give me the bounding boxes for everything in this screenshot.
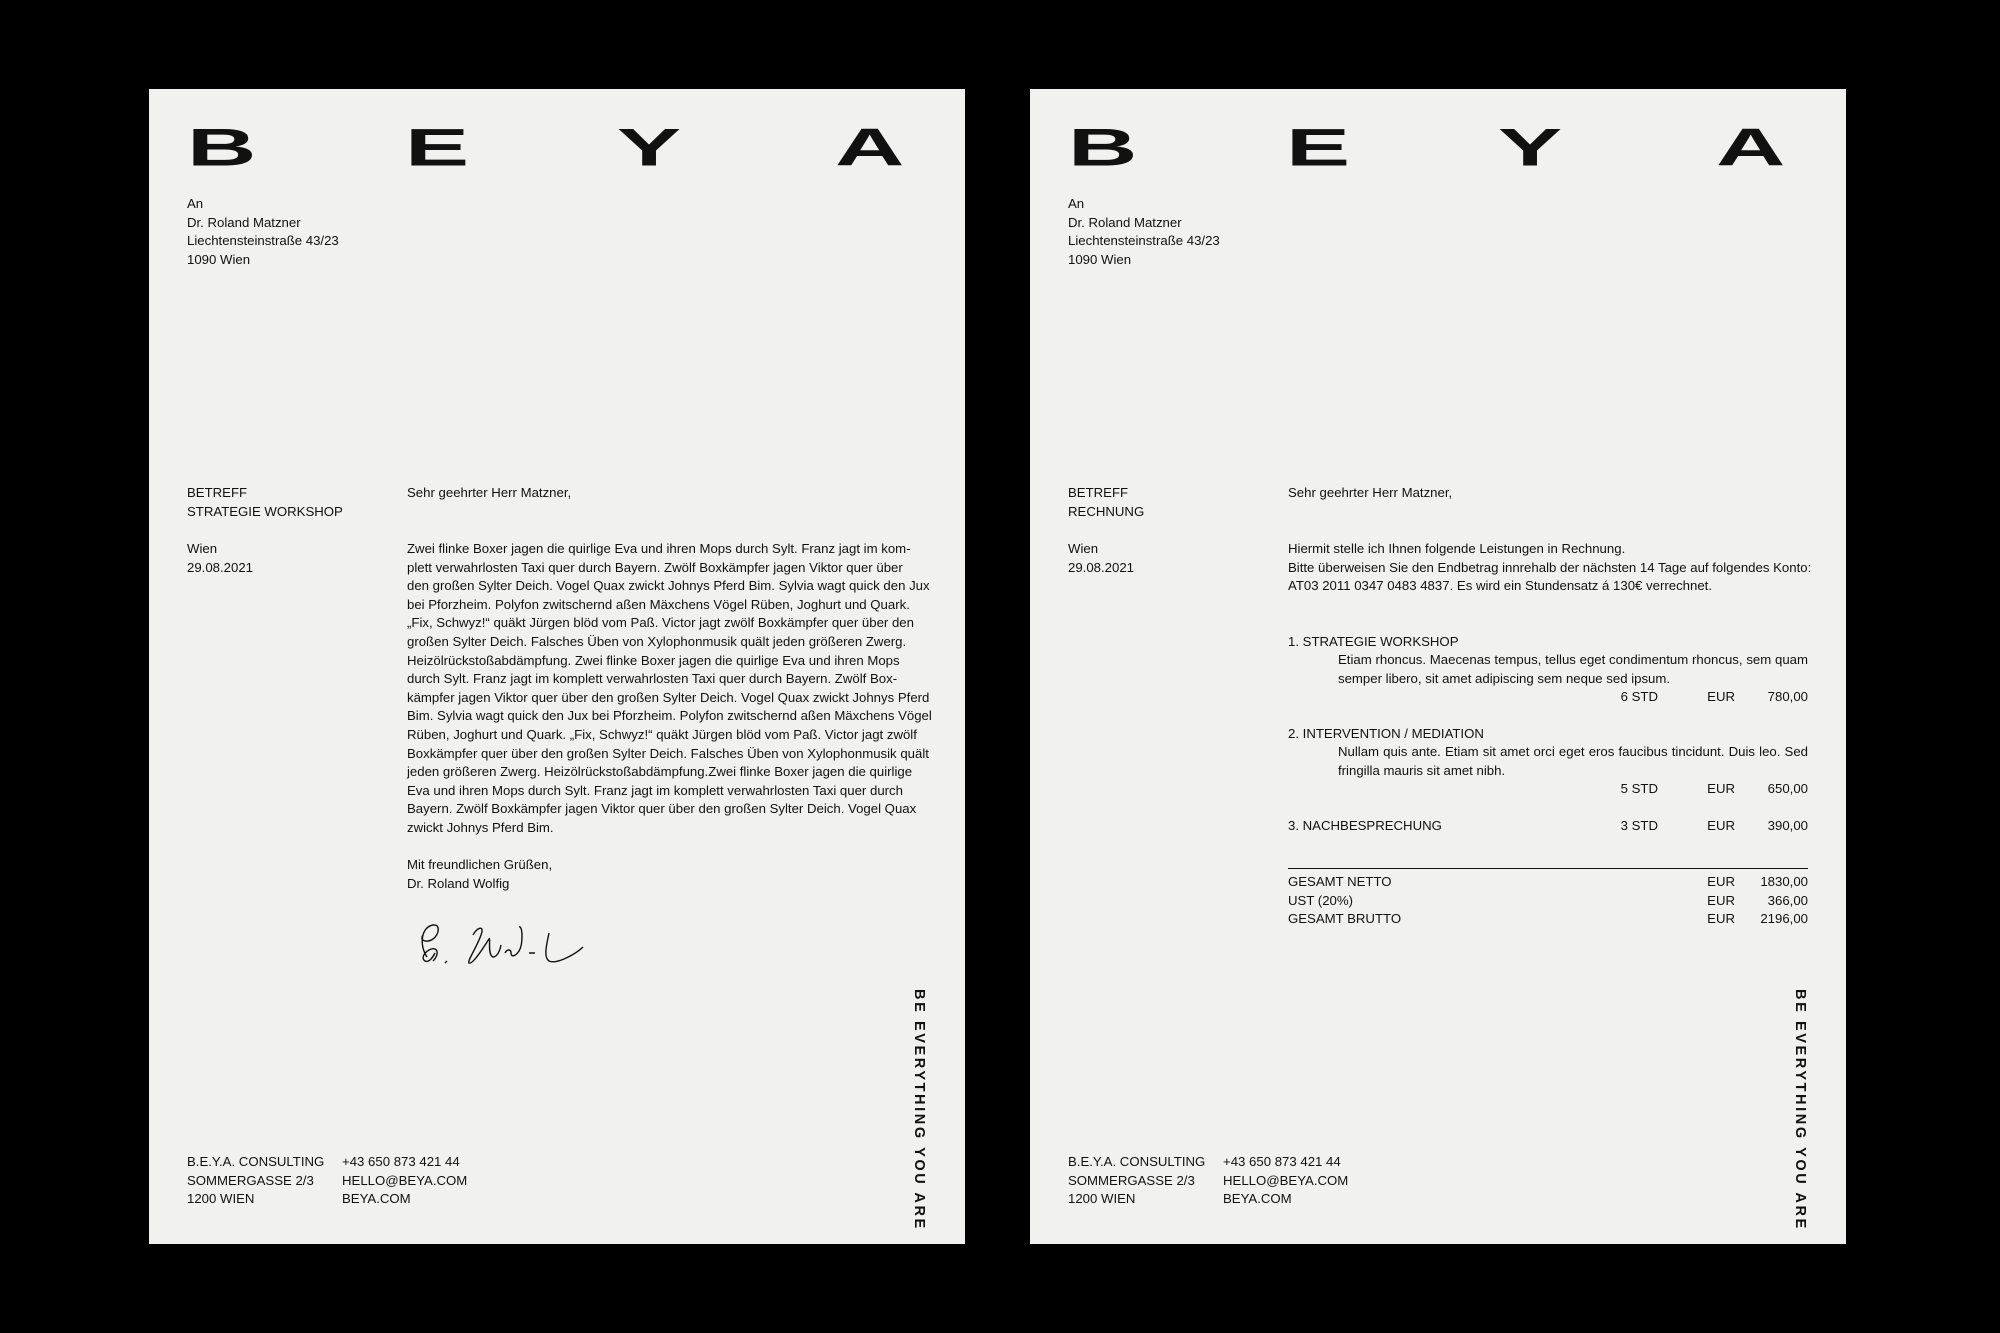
body-line: Heizölrückstoßabdämpfung. Zwei flinke Boxer jagen die quirlige Eva und ihren Mops (407, 652, 900, 668)
item-amount: 780,00 (1767, 689, 1808, 704)
footer-company (187, 1153, 324, 1209)
logo-letter: B (187, 118, 257, 178)
recipient-line: An (187, 196, 204, 211)
footer-line: B.E.Y.A. CONSULTING (1068, 1154, 1206, 1169)
footer-contact (342, 1153, 467, 1209)
brand-tagline: BE EVERYTHING YOU ARE (1792, 989, 1808, 1231)
place: Wien (187, 541, 218, 556)
body-line: den großen Sylter Deich. Vogel Quax zwickt Johnys Pferd Bim. Sylvia wagt quick den Jux (407, 578, 930, 594)
body-line: Eva und ihren Mops durch Sylt. Franz jagt im komplett verwahrlosten Taxi quer durch (407, 782, 903, 798)
recipient-line: 1090 Wien (1068, 251, 1132, 267)
logo-letter: Y (1498, 118, 1563, 178)
total-label: GESAMT BRUTTO (1288, 911, 1402, 926)
footer-phone: +43 650 873 421 44 (342, 1154, 460, 1169)
subject-label: BETREFF (187, 485, 248, 500)
item-amount: 390,00 (1767, 818, 1808, 833)
total-row (1288, 910, 1808, 929)
intro-line: AT03 2011 0347 0483 4837. Es wird ein Stundensatz á 130€ verrechnet. (1288, 578, 1713, 594)
footer-website: BEYA.COM (1223, 1191, 1292, 1207)
invoice-item-title: 2. INTERVENTION / MEDIATION (1288, 726, 1484, 741)
salutation: Sehr geehrter Herr Matzner, (1288, 485, 1453, 500)
footer-line: SOMMERGASSE 2/3 (1068, 1172, 1195, 1188)
signatory: Dr. Roland Wolfig (407, 875, 510, 891)
subject-text: STRATEGIE WORKSHOP (187, 503, 343, 519)
invoice-item-amount-row (1288, 688, 1808, 707)
item-hours: 6 STD (1620, 689, 1658, 704)
footer-email: HELLO@BEYA.COM (1223, 1172, 1349, 1188)
invoice-item-description: Etiam rhoncus. Maecenas tempus, tellus eget condimentum rhoncus, sem quam semper libero, sit amet adipiscing sem neque sed ipsum. (1338, 652, 1808, 686)
recipient-address (187, 195, 339, 269)
handwritten-signature (389, 905, 589, 975)
footer-email: HELLO@BEYA.COM (342, 1172, 468, 1188)
body-line: zwickt Johnys Pferd Bim. (407, 819, 554, 835)
recipient-line: Liechtensteinstraße 43/23 (1068, 233, 1220, 249)
invoice-item-amount-row (1288, 780, 1808, 799)
recipient-line: 1090 Wien (187, 251, 251, 267)
body-line: „Fix, Schwyz!“ quäkt Jürgen blöd vom Paß. Victor jagt zwölf Boxkämpfer quer über den (407, 615, 914, 631)
item-hours: 3 STD (1620, 818, 1658, 833)
intro-line: Bitte überweisen Sie den Endbetrag innrehalb der nächsten 14 Tage auf folgendes Konto: (1288, 559, 1812, 575)
recipient-line: Dr. Roland Matzner (187, 214, 301, 230)
body-line: Zwei flinke Boxer jagen die quirlige Eva und ihren Mops durch Sylt. Franz jagt im kom- (407, 541, 911, 556)
footer-line: 1200 WIEN (187, 1191, 255, 1207)
footer-line: 1200 WIEN (1068, 1191, 1136, 1207)
salutation: Sehr geehrter Herr Matzner, (407, 485, 572, 500)
total-amount: 2196,00 (1760, 911, 1808, 926)
body-line: plett verwahrlosten Taxi quer durch Bayern. Zwölf Boxkämpfer jagen Viktor quer über (407, 559, 903, 575)
logo-letter: B (1068, 118, 1138, 178)
total-currency: EUR (1707, 893, 1735, 908)
logo-letter: E (405, 118, 470, 178)
total-amount: 366,00 (1767, 893, 1808, 908)
body-line: Bayern. Zwölf Boxkämpfer jagen Viktor quer über den großen Sylter Deich. Vogel Quax (407, 801, 917, 817)
logo-letter: A (1716, 118, 1786, 178)
brand-tagline: BE EVERYTHING YOU ARE (911, 989, 927, 1231)
place: Wien (1068, 541, 1099, 556)
brand-logo (187, 118, 927, 178)
invoice-sheet (1030, 89, 1846, 1244)
invoice-item-description: Nullam quis ante. Etiam sit amet orci eget eros faucibus tincidunt. Duis leo. Sed fringilla mauris sit amet nibh. (1338, 744, 1808, 778)
recipient-line: Liechtensteinstraße 43/23 (187, 233, 339, 249)
total-amount: 1830,00 (1760, 874, 1808, 889)
body-line: durch Sylt. Franz jagt im komplett verwahrlosten Taxi quer durch Bayern. Zwölf Box- (407, 671, 898, 687)
recipient-line: An (1068, 196, 1085, 211)
footer-contact (1223, 1153, 1348, 1209)
subject-text: RECHNUNG (1068, 503, 1145, 519)
body-line: Rüben, Joghurt und Quark. „Fix, Schwyz!“ quäkt Jürgen blöd vom Paß. Victor jagt zwölf (407, 726, 917, 742)
item-hours: 5 STD (1620, 781, 1658, 796)
body-line: Bim. Sylvia wagt quick den Jux bei Pforzheim. Polyfon zwitschernd aßen Mäxchens Vögel (407, 708, 932, 724)
footer-company (1068, 1153, 1205, 1209)
logo-letter: A (835, 118, 905, 178)
closing: Mit freundlichen Grüßen, (407, 857, 553, 872)
invoice-item-amount-row (1288, 817, 1808, 836)
body-line: bei Pforzheim. Polyfon zwitschernd aßen Mäxchens Vögel Rüben, Joghurt und Quark. (407, 596, 910, 612)
date: 29.08.2021 (187, 559, 254, 575)
closing-block (407, 856, 552, 893)
footer-line: SOMMERGASSE 2/3 (187, 1172, 314, 1188)
logo-letter: Y (617, 118, 682, 178)
body-line: großen Sylter Deich. Falsches Üben von Xylophonmusik quält jeden größeren Zwerg. (407, 633, 907, 649)
total-row (1288, 892, 1808, 911)
footer-line: B.E.Y.A. CONSULTING (187, 1154, 325, 1169)
body-line: kämpfer jagen Viktor quer über den großen Sylter Deich. Vogel Quax zwickt Johnys Pferd (407, 689, 930, 705)
footer-website: BEYA.COM (342, 1191, 411, 1207)
invoice-item-title: 1. STRATEGIE WORKSHOP (1288, 634, 1459, 649)
item-currency: EUR (1707, 689, 1735, 704)
total-currency: EUR (1707, 874, 1735, 889)
invoice-item-title: 3. NACHBESPRECHUNG (1288, 818, 1442, 833)
recipient-line: Dr. Roland Matzner (1068, 214, 1182, 230)
body-line: jeden größeren Zwerg. Heizölrückstoßabdämpfung.Zwei flinke Boxer jagen die quirlige (407, 764, 913, 780)
total-label: GESAMT NETTO (1288, 874, 1392, 889)
totals-divider (1288, 868, 1808, 869)
total-label: UST (20%) (1288, 893, 1353, 908)
brand-logo (1068, 118, 1808, 178)
item-currency: EUR (1707, 781, 1735, 796)
item-currency: EUR (1707, 818, 1735, 833)
total-row (1288, 873, 1808, 892)
body-line: Boxkämpfer quer über den großen Sylter Deich. Falsches Üben von Xylophonmusik quält (407, 745, 929, 761)
recipient-address (1068, 195, 1220, 269)
logo-letter: E (1286, 118, 1351, 178)
subject-label: BETREFF (1068, 485, 1129, 500)
invoice-intro (1288, 540, 1811, 596)
total-currency: EUR (1707, 911, 1735, 926)
letter-body (407, 540, 932, 838)
intro-line: Hiermit stelle ich Ihnen folgende Leistungen in Rechnung. (1288, 541, 1626, 556)
footer-phone: +43 650 873 421 44 (1223, 1154, 1341, 1169)
letterhead-sheet (149, 89, 965, 1244)
item-amount: 650,00 (1767, 781, 1808, 796)
subject-block (1068, 484, 1144, 521)
subject-block (187, 484, 343, 521)
place-date-block (1068, 540, 1134, 577)
date: 29.08.2021 (1068, 559, 1135, 575)
place-date-block (187, 540, 253, 577)
